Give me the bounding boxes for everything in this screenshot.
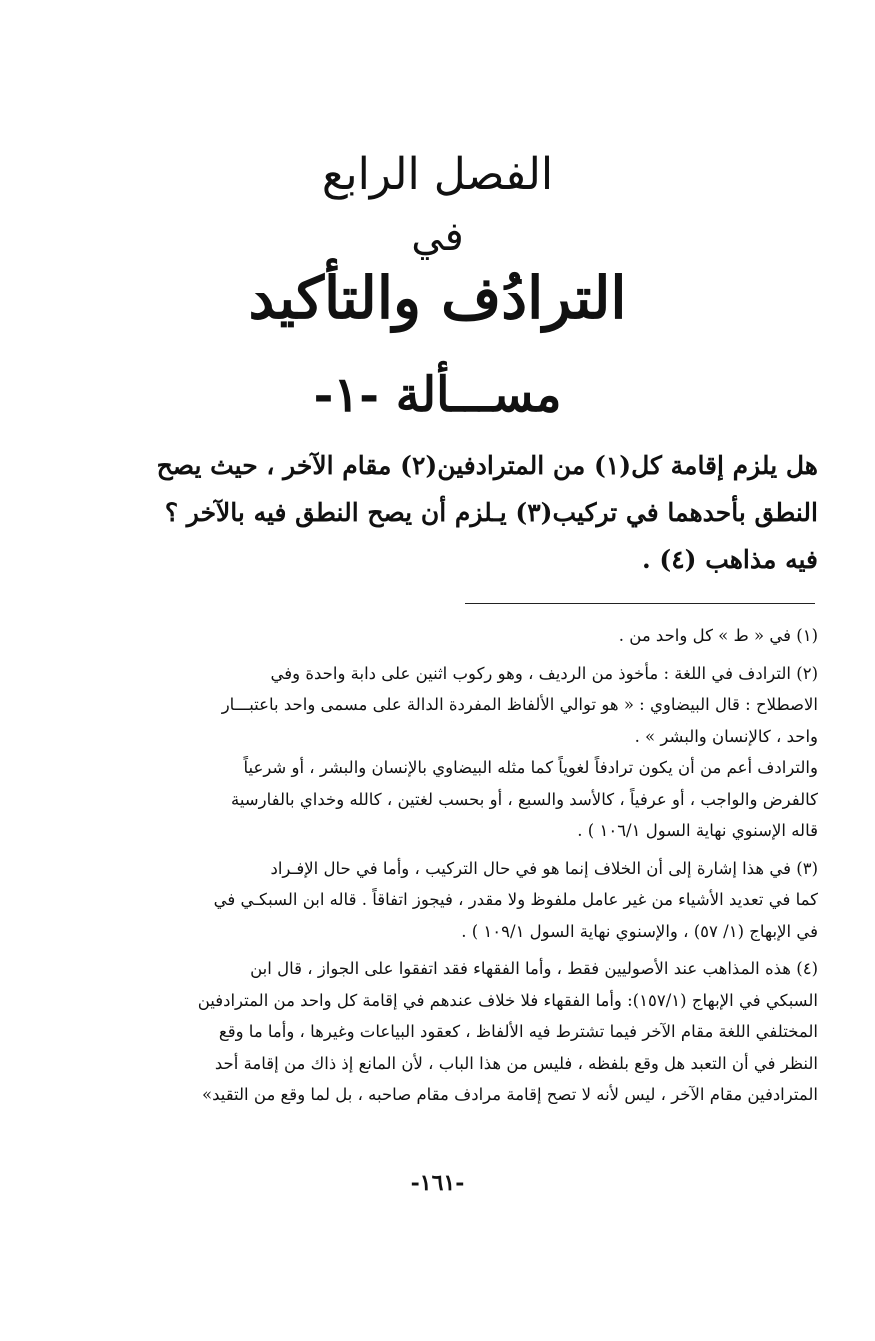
issue-heading: مســـألة -١-: [313, 367, 562, 423]
footnote-3-line: كما في تعديد الأشياء من غير عامل ملفوظ ولا مقدر ، فيجوز اتفاقاً . قاله ابن السبكـي في: [213, 890, 818, 909]
footnote-4-line: السبكي في الإبهاج (١٥٧/١): وأما الفقهاء فلا خلاف عندهم في إقامة كل واحد من المترادفين: [197, 990, 818, 1010]
footnote-2-line: (٢) الترادف في اللغة : مأخوذ من الرديف ، وهو ركوب اثنين على دابة واحدة وفي: [270, 663, 818, 683]
footnote-4-line: المترادفين مقام الآخر ، ليس لأنه لا تصح إقامة مرادف مقام صاحبه ، بل لما وقع من التقيد»: [201, 1085, 818, 1104]
chapter-title: الترادُف والتأكيد: [248, 264, 627, 332]
footnote-4-line: المختلفي اللغة مقام الآخر فيما تشترط فيه الألفاظ ، كعقود البياعات وغيرها ، وأما ما وقع: [218, 1022, 818, 1041]
footnote-1: (١) في « ط » كل واحد من .: [618, 626, 818, 645]
footnote-2-line: واحد ، كالإنسان والبشر » .: [634, 726, 818, 746]
question-line: النطق بأحدهما في تركيب(٣) يـلزم أن يصح النطق فيه بالآخر ؟: [164, 498, 818, 527]
footnote-4-line: (٤) هذه المذاهب عند الأصوليين فقط ، وأما الفقهاء فقد اتفقوا على الجواز ، قال ابن: [250, 959, 818, 978]
question-line: فيه مذاهب (٤) .: [641, 545, 818, 574]
footnote-2-line: قاله الإسنوي نهاية السول ١٠٦/١ ) .: [577, 821, 818, 840]
chapter-preposition: في: [411, 214, 464, 260]
footnote-2-line: كالفرض والواجب ، أو عرفياً ، كالأسد والسبع ، أو بحسب لغتين ، كالله وخداي بالفارسية: [230, 789, 818, 809]
question-paragraph: [110, 442, 818, 583]
question-line: هل يلزم إقامة كل(١) من المترادفين(٢) مقام الآخر ، حيث يصح: [156, 451, 818, 480]
footnote-3-line: (٣) في هذا إشارة إلى أن الخلاف إنما هو في حال التركيب ، وأما في حال الإفـراد: [270, 858, 818, 878]
footnote-4-line: النظر في أن التعبد هل وقع بلفظه ، فليس من هذا الباب ، لأن المانع إذ ذاك من إقامة أحد: [214, 1053, 818, 1073]
footnote-2-line: والترادف أعم من أن يكون ترادفاً لغوياً كما مثله البيضاوي بالإنسان والبشر ، أو شرعياً: [243, 758, 818, 777]
footnote-divider: [465, 603, 815, 604]
footnotes-section: [128, 620, 818, 1111]
footnote-3-line: في الإبهاج (١/ ٥٧) ، والإسنوي نهاية السول ١٠٩/١ ) .: [461, 921, 818, 941]
footnote-2-line: الاصطلاح : قال البيضاوي : « هو توالي الألفاظ المفردة الدالة على مسمى واحد باعتبـــار: [221, 695, 818, 714]
page-number: -١٦١-: [410, 1170, 465, 1196]
chapter-label: الفصل الرابع: [321, 149, 554, 200]
